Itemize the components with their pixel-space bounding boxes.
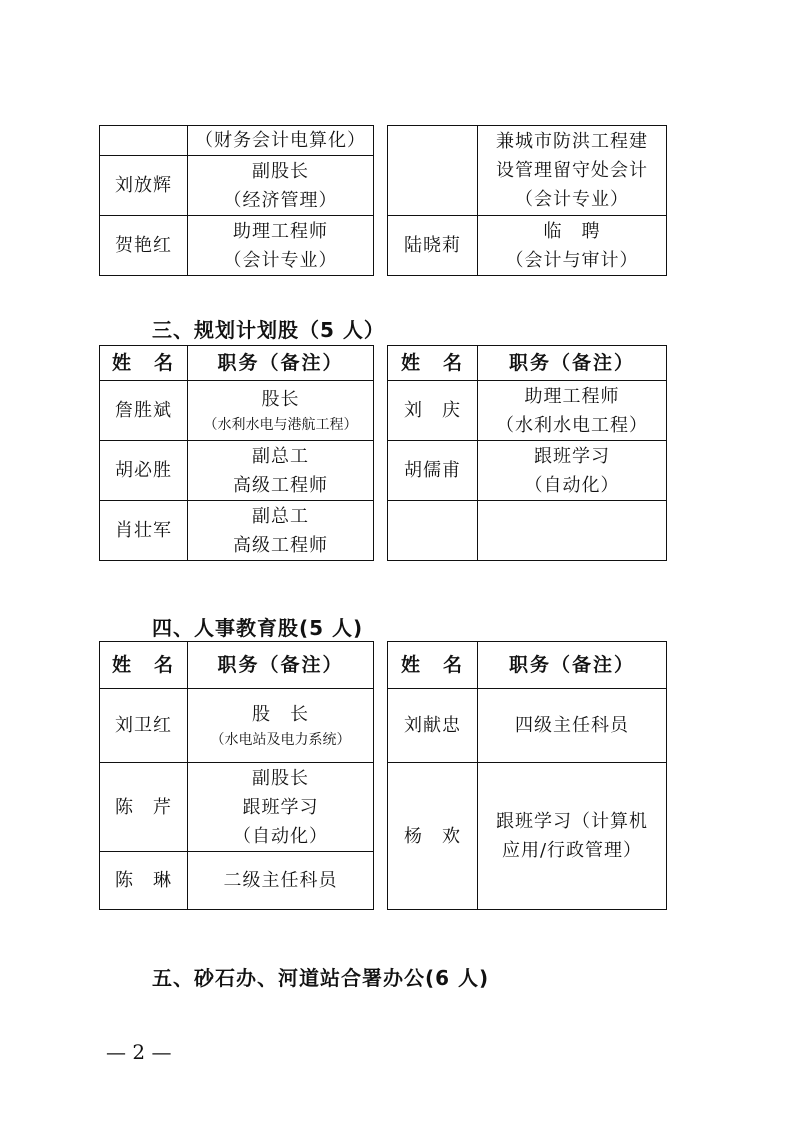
- cell-duty: 副股长 （经济管理）: [188, 156, 374, 216]
- cell-duty-empty: [478, 501, 667, 561]
- cell-duty: 跟班学习（计算机 应用/行政管理）: [478, 763, 667, 910]
- cell-name-empty: [388, 126, 478, 216]
- cell-duty: 副总工 高级工程师: [188, 441, 374, 501]
- cell-name: 肖壮军: [100, 501, 188, 561]
- cell-name: 杨 欢: [388, 763, 478, 910]
- cell-name-empty: [100, 126, 188, 156]
- column-gap: [374, 346, 388, 561]
- cell-duty: 临 聘 （会计与审计）: [478, 216, 667, 276]
- cell-duty: 副股长 跟班学习 （自动化）: [188, 763, 374, 852]
- header-duty: 职务（备注）: [188, 642, 374, 689]
- header-name: 姓 名: [388, 642, 478, 689]
- header-duty: 职务（备注）: [478, 642, 667, 689]
- cell-duty: （财务会计电算化）: [188, 126, 374, 156]
- cell-name: 胡必胜: [100, 441, 188, 501]
- cell-name: 胡儒甫: [388, 441, 478, 501]
- cell-duty: 助理工程师 （水利水电工程）: [478, 381, 667, 441]
- cell-name-empty: [388, 501, 478, 561]
- finance-staff-table: [99, 125, 667, 276]
- cell-duty: 四级主任科员: [478, 689, 667, 763]
- header-name: 姓 名: [388, 346, 478, 381]
- planning-staff-table: [99, 345, 667, 561]
- header-duty: 职务（备注）: [188, 346, 374, 381]
- section-heading-personnel: 四、人事教育股(5 人): [152, 616, 364, 640]
- personnel-staff-table: [99, 641, 667, 910]
- cell-name: 詹胜斌: [100, 381, 188, 441]
- cell-name: 陈 芹: [100, 763, 188, 852]
- cell-duty: 股 长 （水电站及电力系统）: [188, 689, 374, 763]
- cell-duty: 兼城市防洪工程建 设管理留守处会计 （会计专业）: [478, 126, 667, 216]
- cell-duty: 二级主任科员: [188, 852, 374, 910]
- cell-name: 陆晓莉: [388, 216, 478, 276]
- cell-name: 刘献忠: [388, 689, 478, 763]
- cell-duty: 助理工程师 （会计专业）: [188, 216, 374, 276]
- column-gap: [374, 642, 388, 910]
- header-name: 姓 名: [100, 642, 188, 689]
- column-gap: [374, 126, 388, 276]
- cell-name: 贺艳红: [100, 216, 188, 276]
- cell-name: 刘 庆: [388, 381, 478, 441]
- section-heading-planning: 三、规划计划股（5 人）: [152, 318, 385, 342]
- cell-name: 刘卫红: [100, 689, 188, 763]
- header-name: 姓 名: [100, 346, 188, 381]
- cell-name: 刘放辉: [100, 156, 188, 216]
- cell-duty: 股长 （水利水电与港航工程）: [188, 381, 374, 441]
- cell-duty: 跟班学习 （自动化）: [478, 441, 667, 501]
- section-heading-sand-river: 五、砂石办、河道站合署办公(6 人): [152, 966, 490, 990]
- cell-duty: 副总工 高级工程师: [188, 501, 374, 561]
- page-number: — 2 —: [106, 1040, 172, 1064]
- header-duty: 职务（备注）: [478, 346, 667, 381]
- cell-name: 陈 琳: [100, 852, 188, 910]
